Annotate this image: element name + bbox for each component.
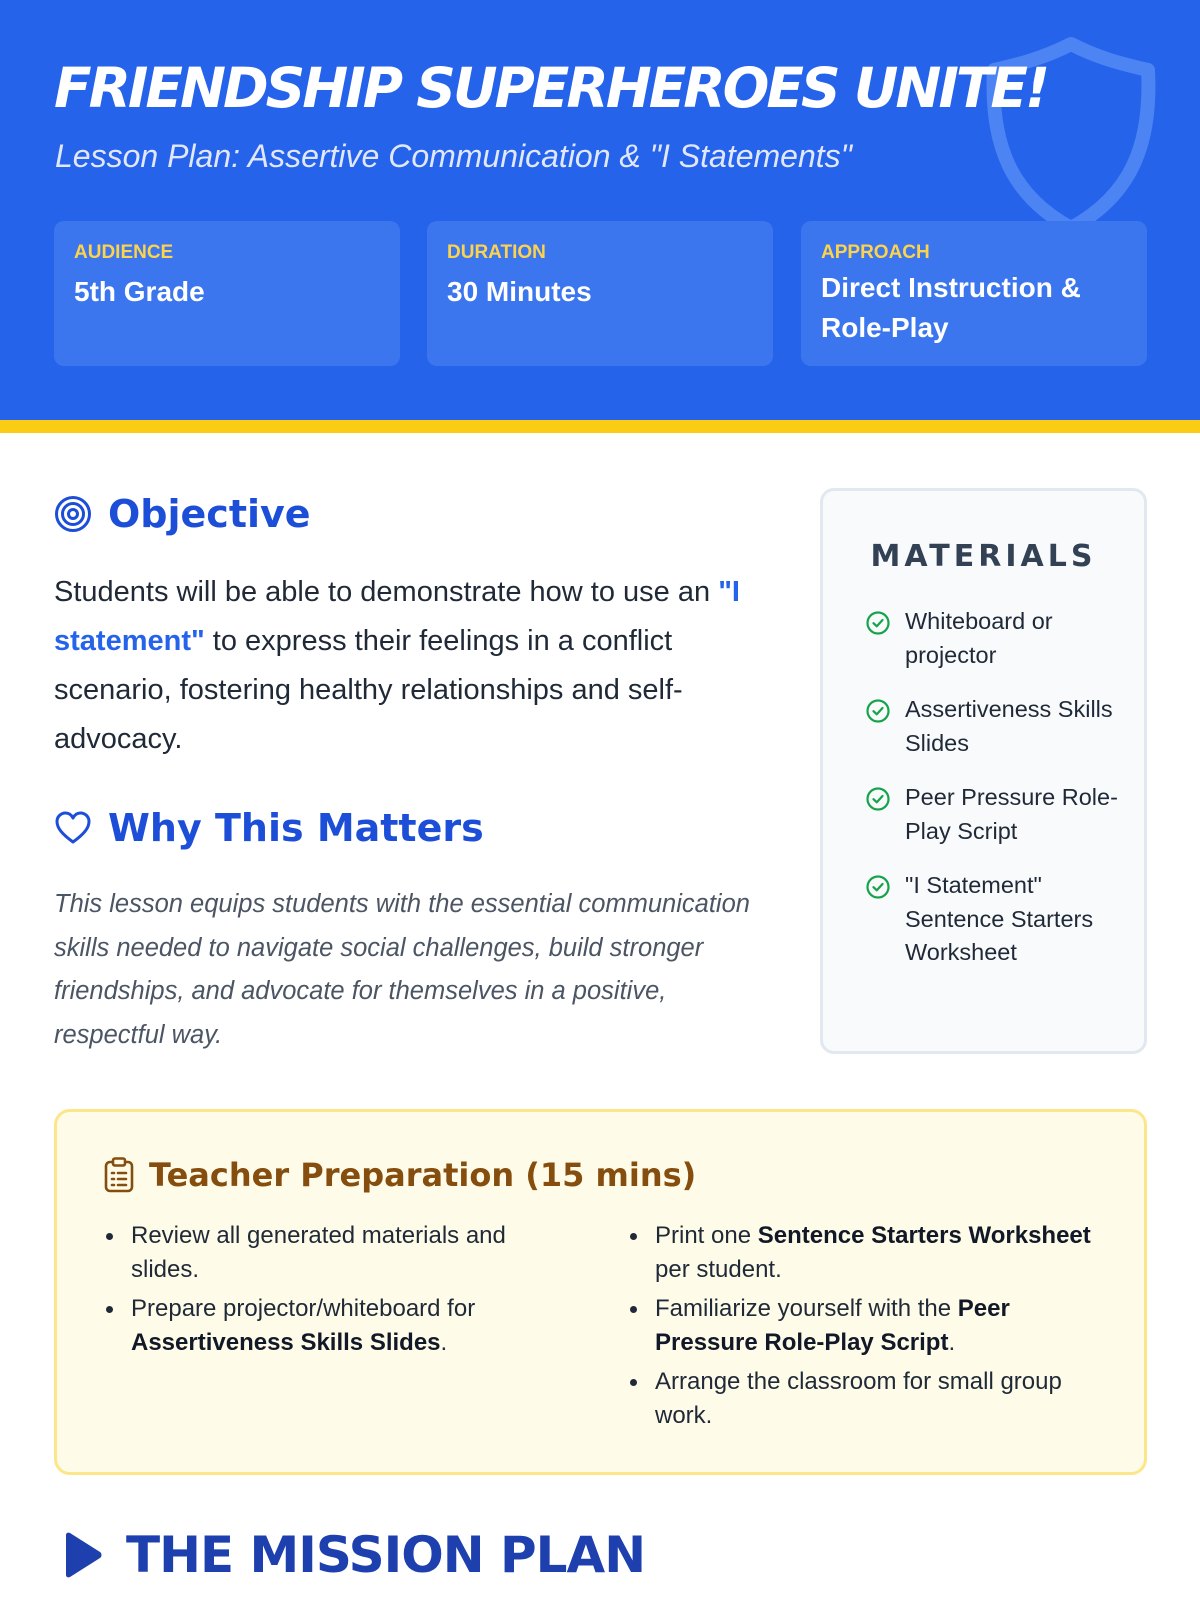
prep-item-text: per student. xyxy=(655,1255,782,1283)
check-circle-icon xyxy=(865,610,891,636)
material-label: Peer Pressure Role-Play Script xyxy=(905,784,1118,844)
list-item xyxy=(103,1219,533,1286)
material-label: Assertiveness Skills Slides xyxy=(905,696,1113,756)
stat-value-line: Direct Instruction & xyxy=(821,272,1081,303)
prep-item-text: . xyxy=(440,1328,448,1356)
prep-item-text: . xyxy=(948,1328,956,1356)
stat-card-approach xyxy=(801,221,1147,366)
prep-item-bold: Assertiveness Skills Slides xyxy=(131,1328,441,1356)
teacher-prep-card xyxy=(54,1109,1147,1475)
check-circle-icon xyxy=(865,874,891,900)
prep-heading xyxy=(103,1156,696,1194)
objective-text xyxy=(54,568,754,764)
stat-value xyxy=(821,268,1127,348)
prep-item-bold: Sentence Starters Worksheet xyxy=(757,1222,1091,1249)
material-label: Whiteboard or projector xyxy=(905,608,1053,668)
clipboard-icon xyxy=(103,1156,135,1194)
prep-item-text: Prepare projector/whiteboard for xyxy=(131,1295,476,1322)
list-item xyxy=(627,1365,1097,1432)
stat-label: DURATION xyxy=(447,242,546,263)
why-heading-text: Why This Matters xyxy=(108,806,484,850)
material-label: "I Statement" Sentence Starters Worksheet xyxy=(905,872,1094,965)
mission-plan-heading xyxy=(60,1526,645,1584)
target-icon xyxy=(54,495,92,533)
materials-list xyxy=(865,605,1127,991)
objective-heading-text: Objective xyxy=(108,492,311,536)
check-circle-icon xyxy=(865,698,891,724)
prep-item-text: Review all generated materials and slides. xyxy=(131,1222,506,1283)
objective-text-end: to express their feelings in a conflict scenario, fostering healthy relationships and self-advocacy. xyxy=(54,625,683,755)
stat-card-duration xyxy=(427,221,773,366)
prep-list-right xyxy=(627,1219,1097,1438)
page-subtitle: Lesson Plan: Assertive Communication & "I Statements" xyxy=(55,138,852,174)
list-item xyxy=(865,693,1127,760)
prep-item-text: Arrange the classroom for small group work. xyxy=(655,1368,1062,1429)
stat-label: AUDIENCE xyxy=(74,242,174,263)
list-item xyxy=(865,869,1127,970)
stat-value: 30 Minutes xyxy=(447,276,592,307)
prep-heading-text: Teacher Preparation (15 mins) xyxy=(149,1156,697,1194)
page-title: FRIENDSHIP SUPERHEROES UNITE! xyxy=(54,56,1048,120)
list-item xyxy=(627,1219,1097,1286)
objective-heading xyxy=(54,488,311,540)
why-text: This lesson equips students with the essential communication skills needed to navigate social challenges, build stronger friendships, and advocate for themselves in a positive, respectful way. xyxy=(54,890,750,1049)
mission-plan-heading-text: THE MISSION PLAN xyxy=(126,1526,646,1584)
stat-value: 5th Grade xyxy=(74,276,205,307)
check-circle-icon xyxy=(865,786,891,812)
hero-header xyxy=(0,0,1200,420)
objective-highlight: "I statement" xyxy=(54,576,740,657)
stat-card-audience xyxy=(54,221,400,366)
list-item xyxy=(865,605,1127,672)
why-heading xyxy=(54,802,484,854)
heart-icon xyxy=(54,810,92,846)
prep-item-text: Print one xyxy=(655,1222,758,1249)
list-item xyxy=(627,1292,1097,1359)
list-item xyxy=(865,781,1127,848)
list-item xyxy=(103,1292,533,1359)
prep-item-bold: Peer Pressure Role-Play Script xyxy=(655,1295,1010,1356)
stat-label: APPROACH xyxy=(821,242,930,263)
materials-title: MATERIALS xyxy=(870,539,1097,574)
play-icon xyxy=(60,1531,104,1579)
objective-text-start: Students will be able to demonstrate how to use an xyxy=(54,576,719,608)
materials-card xyxy=(820,488,1147,1054)
stat-value-line: Role-Play xyxy=(821,312,949,343)
prep-item-text: Familiarize yourself with the xyxy=(655,1295,958,1322)
prep-list-left xyxy=(103,1219,533,1365)
accent-divider xyxy=(0,420,1200,433)
